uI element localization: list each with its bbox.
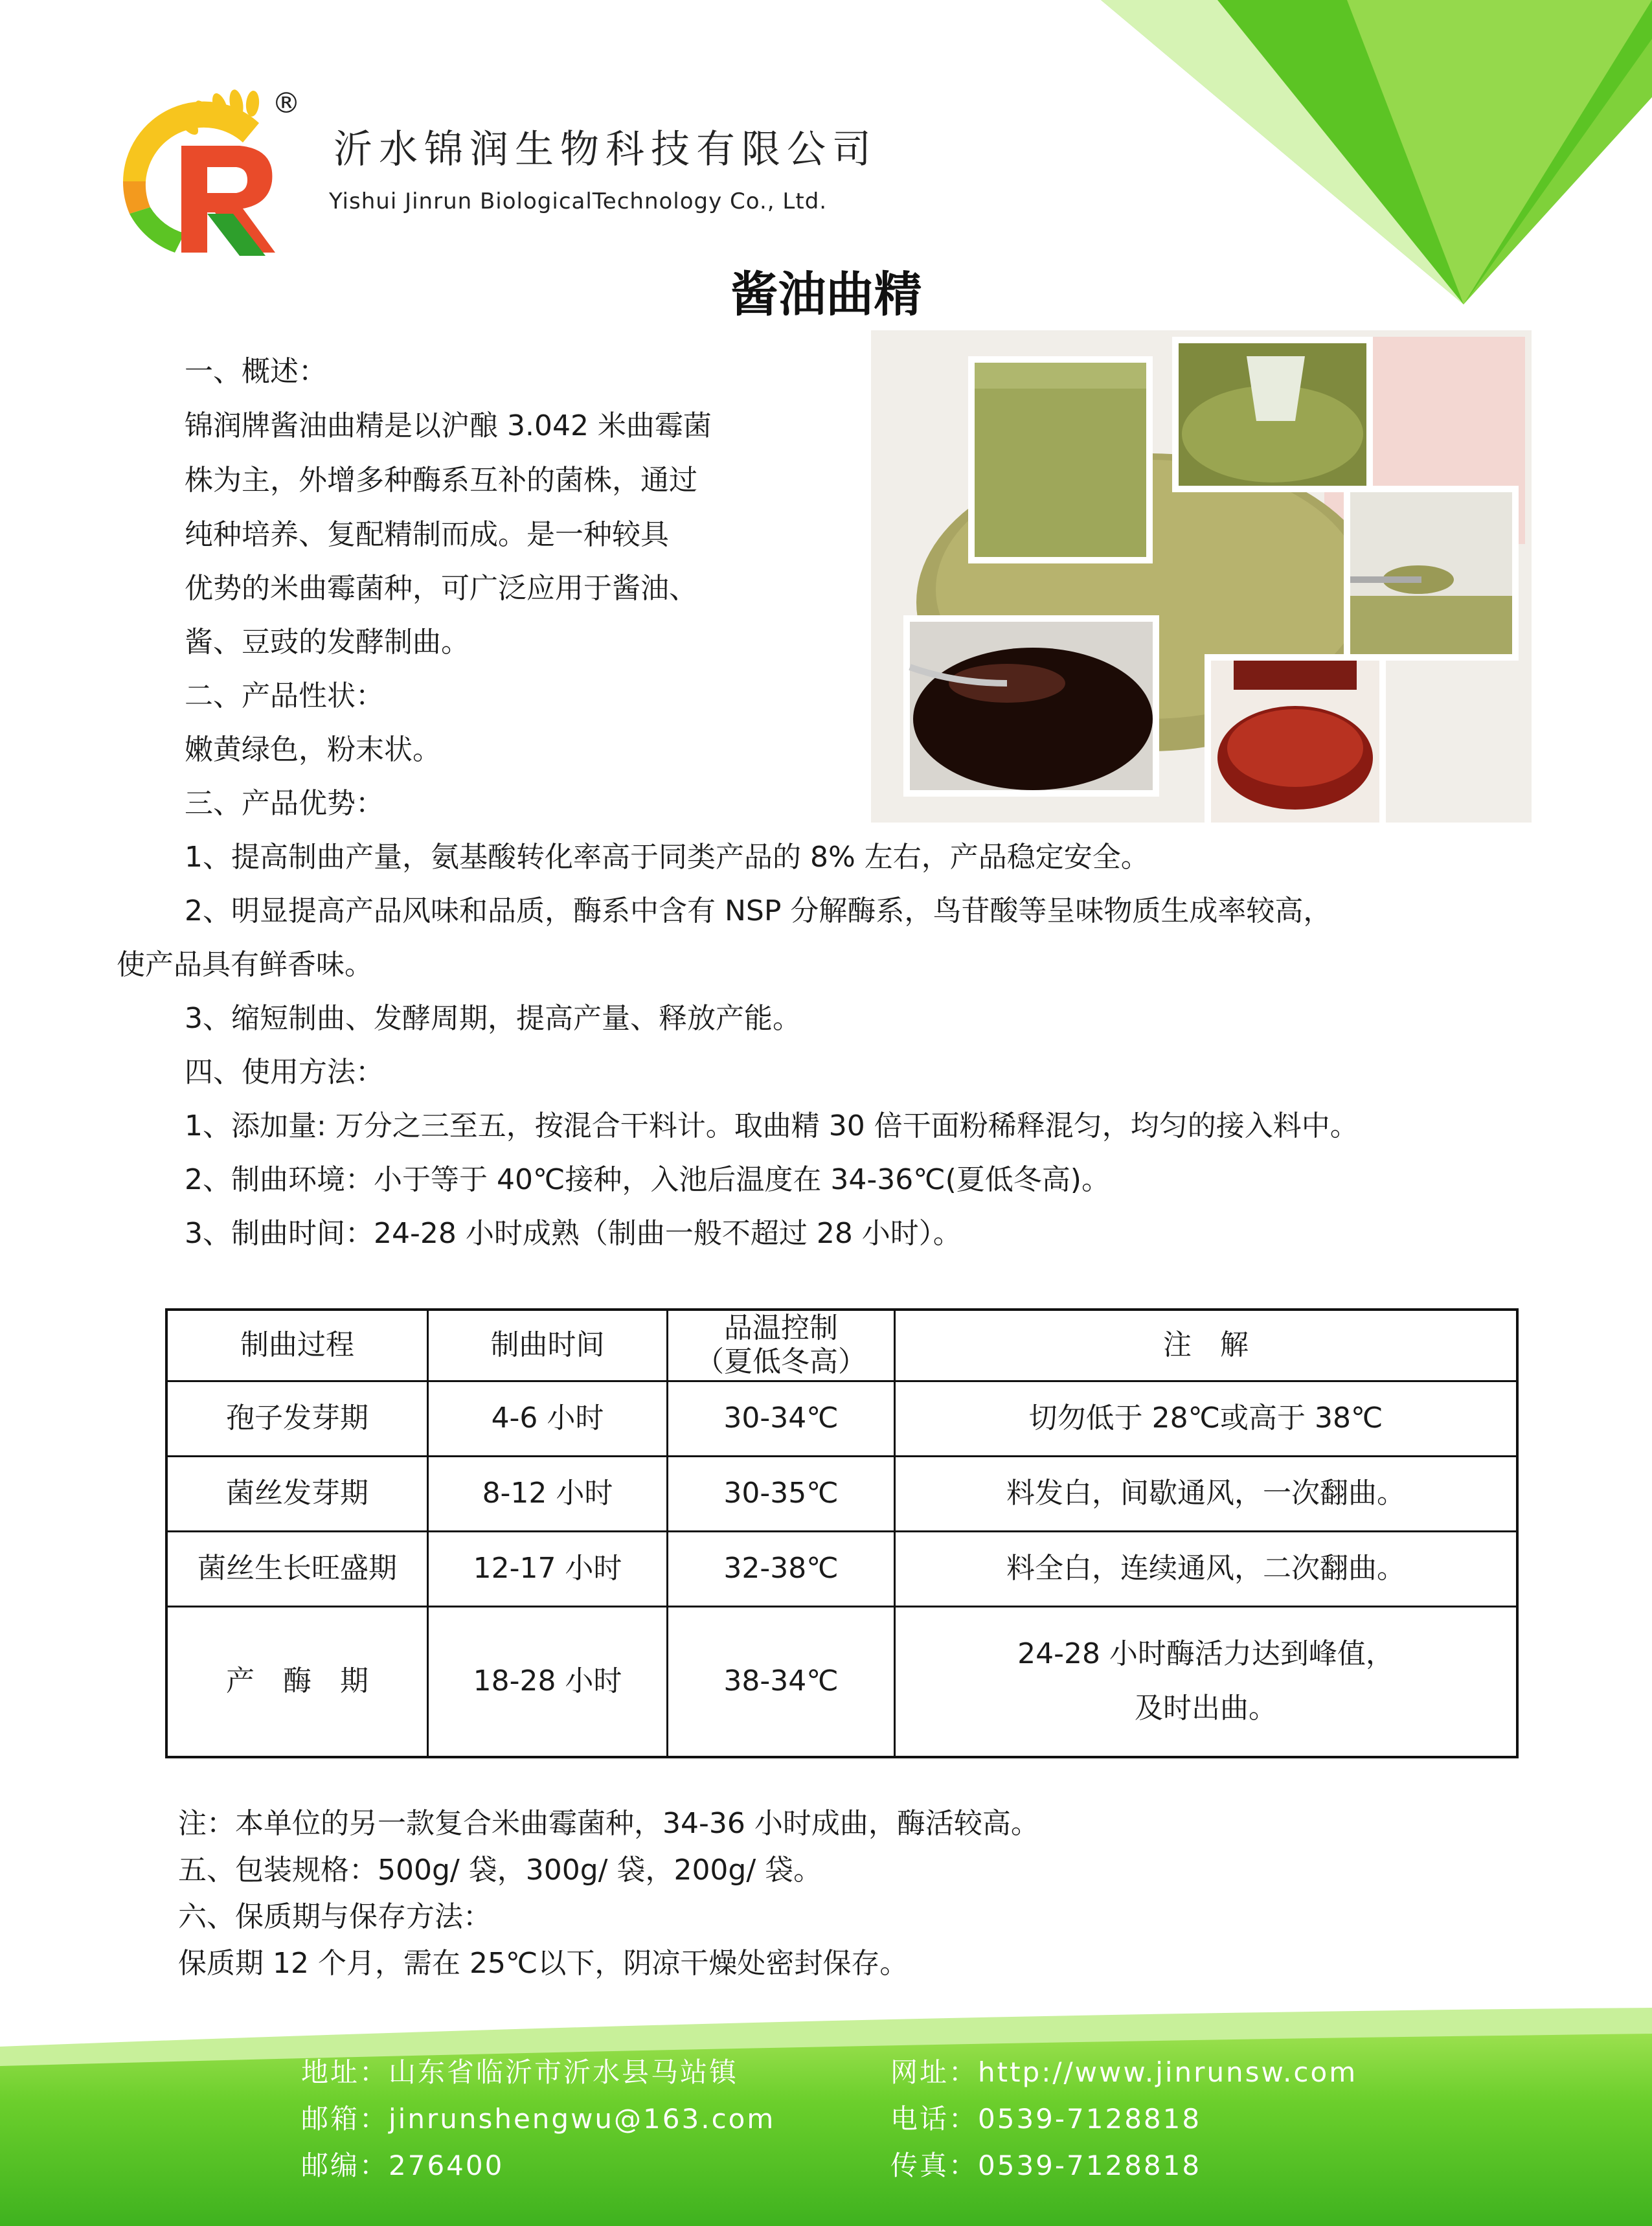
photo-powder-bowl: [1172, 337, 1373, 492]
footer-phone: 电话：0539-7128818: [890, 2103, 1202, 2135]
usage-item: 3、制曲时间：24-28 小时成熟（制曲一般不超过 28 小时）。: [185, 1217, 962, 1250]
footnote: 注：本单位的另一款复合米曲霉菌种，34-36 小时成曲，酶活较高。: [178, 1807, 1039, 1840]
photo-powder-tray: [968, 356, 1153, 563]
advantage-item: 1、提高制曲产量，氨基酸转化率高于同类产品的 8% 左右，产品稳定安全。: [185, 841, 1149, 874]
cell-note: 24-28 小时酶活力达到峰值， 及时出曲。: [895, 1606, 1518, 1757]
usage-item: 2、制曲环境：小于等于 40℃接种，入池后温度在 34-36℃(夏低冬高)。: [185, 1163, 1110, 1196]
cell-temp: 38-34℃: [668, 1606, 895, 1757]
footer-website[interactable]: 网址：http://www.jinrunsw.com: [890, 2056, 1358, 2088]
storage-heading: 六、保质期与保存方法：: [178, 1900, 492, 1933]
koji-process-table: [165, 1308, 1519, 1758]
header-temp: 品温控制 （夏低冬高）: [668, 1310, 895, 1381]
footer-background: [0, 2008, 1652, 2226]
properties-text: 嫩黄绿色，粉末状。: [185, 733, 441, 766]
cell-stage: 产 酶 期: [166, 1606, 428, 1757]
header-stage: 制曲过程: [166, 1310, 428, 1381]
product-photo-collage: [871, 330, 1532, 823]
cell-stage: 菌丝发芽期: [166, 1456, 428, 1531]
table-row: [166, 1606, 1517, 1757]
photo-soy-sauce: [903, 615, 1159, 797]
cell-stage: 孢子发芽期: [166, 1381, 428, 1456]
overview-line: 酱、豆豉的发酵制曲。: [185, 626, 470, 659]
corner-decoration: [1101, 0, 1652, 304]
usage-heading: 四、使用方法：: [185, 1056, 384, 1089]
cell-time: 4-6 小时: [428, 1381, 668, 1456]
photo-powder-spoon: [1344, 486, 1519, 661]
table-row: [166, 1381, 1517, 1456]
cell-note: 切勿低于 28℃或高于 38℃: [895, 1381, 1518, 1456]
cell-temp: 30-35℃: [668, 1456, 895, 1531]
footer-fax: 传真：0539-7128818: [890, 2150, 1202, 2181]
table-row: [166, 1531, 1517, 1606]
advantage-item: 2、明显提高产品风味和品质，酶系中含有 NSP 分解酶系，鸟苷酸等呈味物质生成率较高，: [185, 894, 1332, 927]
table-header-row: [166, 1310, 1517, 1381]
advantages-heading: 三、产品优势：: [185, 787, 384, 820]
footer-email[interactable]: 邮箱：jinrunshengwu@163.com: [301, 2103, 776, 2135]
photo-bean-paste: [1205, 654, 1386, 823]
header-notes: 注 解: [895, 1310, 1518, 1381]
table-row: [166, 1456, 1517, 1531]
usage-item: 1、添加量: 万分之三至五，按混合干料计。取曲精 30 倍干面粉稀释混匀，均匀的接入料中。: [185, 1109, 1359, 1142]
header-time: 制曲时间: [428, 1310, 668, 1381]
registered-mark: ®: [272, 87, 300, 120]
company-name-en: Yishui Jinrun BiologicalTechnology Co., Ltd.: [329, 188, 828, 214]
advantage-item-continued: 使产品具有鲜香味。: [117, 948, 373, 981]
cell-note: 料全白，连续通风，二次翻曲。: [895, 1531, 1518, 1606]
cell-temp: 32-38℃: [668, 1531, 895, 1606]
overview-line: 纯种培养、复配精制而成。是一种较具: [185, 518, 669, 551]
cell-temp: 30-34℃: [668, 1381, 895, 1456]
page-title: 酱油曲精: [730, 267, 922, 323]
footer-postcode: 邮编：276400: [301, 2150, 504, 2181]
storage-text: 保质期 12 个月，需在 25℃以下，阴凉干燥处密封保存。: [178, 1947, 909, 1980]
cell-time: 12-17 小时: [428, 1531, 668, 1606]
overview-heading: 一、概述：: [185, 355, 327, 388]
footer-address: 地址：山东省临沂市沂水县马站镇: [301, 2056, 739, 2088]
overview-line: 株为主，外增多种酶系互补的菌株，通过: [185, 464, 697, 497]
overview-line: 锦润牌酱油曲精是以沪酿 3.042 米曲霉菌: [185, 409, 712, 442]
advantage-item: 3、缩短制曲、发酵周期，提高产量、释放产能。: [185, 1002, 801, 1035]
wheat-r-logo-icon: [110, 84, 298, 266]
packaging-spec: 五、包装规格：500g/ 袋，300g/ 袋，200g/ 袋。: [178, 1854, 822, 1887]
cell-note: 料发白，间歇通风，一次翻曲。: [895, 1456, 1518, 1531]
company-name-cn: 沂水锦润生物科技有限公司: [334, 127, 877, 172]
overview-line: 优势的米曲霉菌种，可广泛应用于酱油、: [185, 572, 697, 605]
cell-time: 8-12 小时: [428, 1456, 668, 1531]
cell-stage: 菌丝生长旺盛期: [166, 1531, 428, 1606]
properties-heading: 二、产品性状：: [185, 679, 384, 712]
cell-time: 18-28 小时: [428, 1606, 668, 1757]
